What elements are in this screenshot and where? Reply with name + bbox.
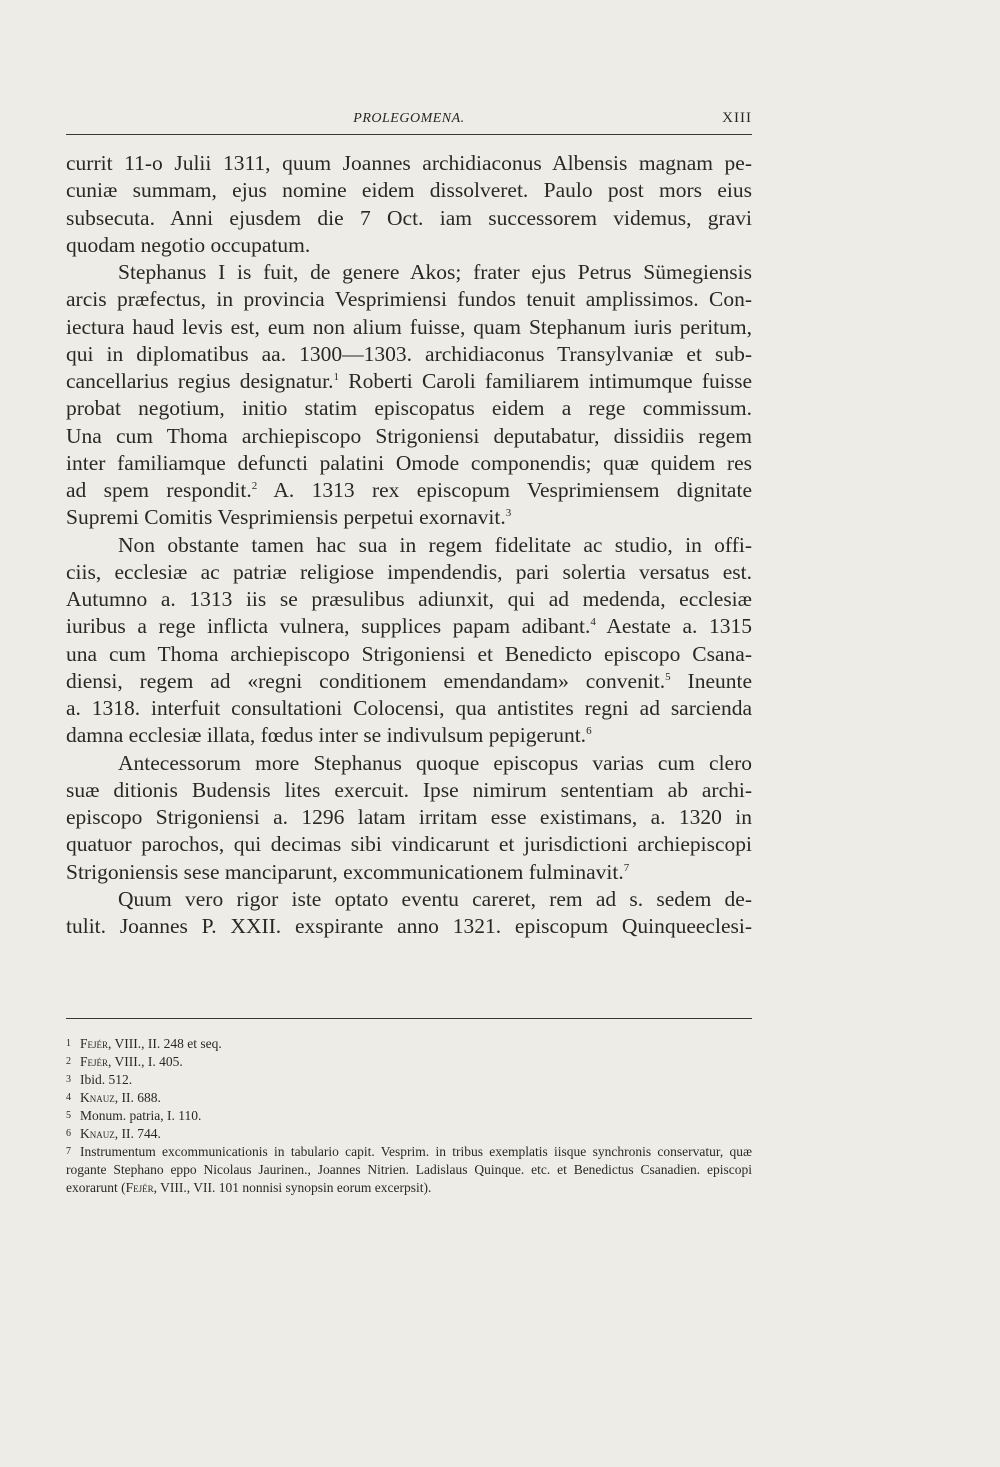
text-segment: cancellarius regius designatur. [66, 369, 334, 393]
footnote-text: , VIII., II. 248 et seq. [108, 1036, 222, 1051]
text-line: probat negotium, initio statim episcopatus eidem a rege commissum. [66, 396, 752, 421]
paragraph-2 [66, 259, 752, 532]
page-number: XIII [722, 110, 752, 126]
text-line: a. 1318. interfuit consultationi Colocensi, qua antistites regni ad sarcienda [66, 696, 752, 720]
text-segment: iuribus a rege inflicta vulnera, supplices papam adibant. [66, 614, 591, 639]
footnote-text: Ibid. 512. [80, 1072, 133, 1087]
footnote-text: , VIII., I. 405. [108, 1054, 183, 1069]
text-line: quodam negotio occupatum. [66, 232, 311, 257]
footnote-text: Instrumentum excommunicationis in tabulario capit. Vesprim. in tribus exemplatis iisque synchronis conservatur, quæ rogante Stephano eppo Nicolaus Jaurinen., Joannes Nitrien. Ladislaus Quinque. etc. et Benedictus Csanadien. episcopi exorarunt ( [66, 1144, 752, 1195]
text-line: ciis, ecclesiæ ac patriæ religiose impendendis, pari solertia versatus est. [66, 559, 752, 584]
footnote [66, 1035, 752, 1053]
footnote-number: 1 [66, 1038, 71, 1049]
text-line [66, 722, 752, 749]
footnote-ref[interactable]: 5 [665, 670, 671, 683]
text-line: suæ ditionis Budensis lites exercuit. Ipse nimirum sententiam ab archi- [66, 777, 752, 802]
text-line: quatuor parochos, qui decimas sibi vindicarunt et jurisdictioni archiepiscopi [66, 832, 752, 857]
text-line: qui in diplomatibus aa. 1300—1303. archidiaconus Transylvaniæ et sub- [66, 341, 752, 366]
footnote-number: 2 [66, 1056, 71, 1067]
text-segment: ad spem respondit. [66, 478, 252, 502]
footnote-number: 4 [66, 1092, 71, 1103]
text-line: Stephanus I is fuit, de genere Akos; frater ejus Petrus Sümegiensis [118, 260, 752, 284]
text-segment: damna ecclesiæ illata, fœdus inter se indivulsum pepigerunt. [66, 723, 587, 748]
paragraph-5 [66, 886, 752, 941]
footnote-text: , II. 688. [114, 1090, 161, 1105]
footnote-ref[interactable]: 7 [623, 861, 630, 874]
text-segment: diensi, regem ad «regni conditionem emendandam» convenit. [66, 668, 666, 693]
footnote [66, 1143, 752, 1197]
footnote-number: 5 [66, 1110, 71, 1121]
text-line [66, 668, 752, 695]
footnote [66, 1089, 752, 1107]
text-line [66, 368, 752, 395]
paragraph-1 [66, 150, 752, 259]
header-rule [66, 134, 752, 135]
footnote-author: Knauz [80, 1126, 115, 1141]
footnote-author: Fejér [125, 1180, 154, 1195]
text-line: iectura haud levis est, eum non alium fuisse, quam Stephanum iuris peritum, [66, 314, 752, 339]
text-line: tulit. Joannes P. XXII. exspirante anno 1321. episcopum Quinqueeclesi- [66, 914, 752, 938]
text-segment: Aestate a. 1315 [606, 614, 752, 639]
footnote-text: , VIII., VII. 101 nonnisi synopsin eorum excerpsit). [153, 1180, 432, 1195]
text-segment: Strigoniensis sese manciparunt, excommunicationem fulminavit. [66, 859, 624, 884]
paragraph-3 [66, 532, 752, 750]
footnote-ref[interactable]: 1 [333, 371, 339, 383]
footnote-text: Monum. patria, I. 110. [80, 1108, 202, 1123]
footnotes [66, 1035, 752, 1197]
text-segment: A. 1313 rex episcopum Vesprimiensem dignitate [273, 478, 752, 502]
text-segment: Roberti Caroli familiarem intimumque fuisse [348, 369, 752, 393]
text-segment: Supremi Comitis Vesprimiensis perpetui exornavit. [66, 505, 506, 530]
text-line: Autumno a. 1313 iis se præsulibus adiunxit, qui ad medenda, ecclesiæ [66, 587, 752, 611]
text-line: episcopo Strigoniensi a. 1296 latam irritam esse existimans, a. 1320 in [66, 805, 752, 829]
text-line: currit 11-o Julii 1311, quum Joannes archidiaconus Albensis magnam pe- [66, 151, 752, 175]
footnote [66, 1071, 752, 1089]
footnote [66, 1125, 752, 1143]
text-line: Non obstante tamen hac sua in regem fidelitate ac studio, in offi- [118, 532, 752, 557]
footnote-number: 3 [66, 1074, 71, 1085]
footnote-ref[interactable]: 2 [251, 480, 258, 492]
footnote [66, 1107, 752, 1125]
text-line: arcis præfectus, in provincia Vesprimiensi fundos tenuit amplissimos. Con- [66, 287, 752, 312]
footnote-ref[interactable]: 3 [505, 507, 512, 520]
paragraph-4 [66, 750, 752, 886]
text-line: cuniæ summam, ejus nomine eidem dissolveret. Paulo post mors eius [66, 178, 752, 203]
text-segment: Ineunte [687, 668, 752, 693]
footnote-author: Fejér [80, 1054, 109, 1069]
footnote-author: Fejér [80, 1036, 109, 1051]
text-line: Quum vero rigor iste optato eventu careret, rem ad s. sedem de- [118, 886, 752, 911]
text-line: una cum Thoma archiepiscopo Strigoniensi et Benedicto episcopo Csana- [66, 641, 752, 666]
text-line: subsecuta. Anni ejusdem die 7 Oct. iam successorem videmus, gravi [66, 205, 752, 230]
text-line [66, 477, 752, 504]
text-line: Antecessorum more Stephanus quoque episcopus varias cum clero [118, 750, 752, 775]
footnote [66, 1053, 752, 1071]
text-line [66, 504, 752, 531]
text-line: inter familiamque defuncti palatini Omode componendis; quæ quidem res [66, 450, 752, 475]
footnote-rule [66, 1018, 752, 1019]
running-title: PROLEGOMENA. [353, 111, 465, 126]
footnote-author: Knauz [80, 1090, 115, 1105]
footnote-text: , II. 744. [114, 1126, 161, 1141]
footnote-ref[interactable]: 6 [586, 725, 592, 738]
footnote-ref[interactable]: 4 [590, 616, 596, 629]
text-line [66, 613, 752, 640]
page-header [66, 109, 752, 131]
text-line [66, 859, 752, 886]
main-text [66, 150, 752, 940]
text-line: Una cum Thoma archiepiscopo Strigoniensi deputabatur, dissidiis regem [66, 423, 752, 448]
footnote-number: 6 [66, 1128, 71, 1139]
footnote-number: 7 [66, 1146, 71, 1157]
